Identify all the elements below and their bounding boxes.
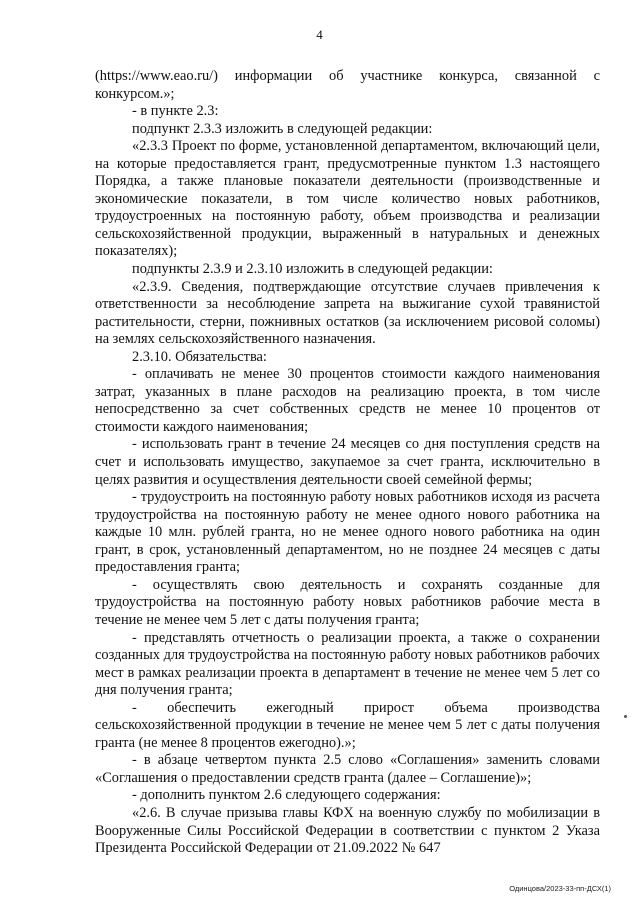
paragraph: - представлять отчетность о реализации проекта, а также о сохранении созданных для трудоустройства на постоянную работу новых работников рабочих мест в рамках реализации проекта в департамент в течение не менее чем 5 лет со дня получения гранта; xyxy=(95,629,600,699)
page-number: 4 xyxy=(316,27,323,42)
margin-dot xyxy=(624,715,627,718)
paragraph: «2.6. В случае призыва главы КФХ на военную службу по мобилизации в Вооруженные Силы Российской Федерации в соответствии с пунктом 2 Указа Президента Российской Федерации от 21.09.2022 № 647 xyxy=(95,804,600,857)
paragraph: - обеспечить ежегодный прирост объема производства сельскохозяйственной продукции в течение не менее чем 5 лет с даты получения гранта (не менее 8 процентов ежегодно).»; xyxy=(95,699,600,751)
paragraph: - осуществлять свою деятельность и сохранять созданные для трудоустройства на постоянную работу новых работников рабочие места в течение не менее чем 5 лет с даты получения гранта; xyxy=(95,576,600,628)
paragraph: (https://www.eao.ru/) информации об участнике конкурса, связанной с конкурсом.»; xyxy=(95,68,600,102)
paragraph: «2.3.9. Сведения, подтверждающие отсутствие случаев привлечения к ответственности за несоблюдение запрета на выжигание сухой травянистой растительности, стерни, пожнивных остатков (за исключением рисовой соломы) на землях сельскохозяйственного назначения. xyxy=(95,278,600,348)
paragraph: «2.3.3 Проект по форме, установленной департаментом, включающий цели, на которые предоставляется грант, предусмотренные пунктом 1.3 настоящего Порядка, а также плановые показатели деятельности (производственные и экономические показатели, в том числе количество новых работников, трудоустроенных на постоянную работу, объем производства и реализации сельскохозяйственной продукции, выраженный в натуральных и денежных показателях); xyxy=(95,138,600,260)
paragraph: - дополнить пунктом 2.6 следующего содержания: xyxy=(132,787,441,804)
paragraph: - оплачивать не менее 30 процентов стоимости каждого наименования затрат, указанных в плане расходов на реализацию проекта, в том числе непосредственно за счет собственных средств не менее 10 процентов от стоимости каждого наименования; xyxy=(95,366,600,435)
paragraph: - трудоустроить на постоянную работу новых работников исходя из расчета трудоустройства на постоянную работу не менее одного нового работника на каждые 10 млн. рублей гранта, но не менее одного нового работника на один грант, в срок, установленный департаментом, но не позднее 24 месяцев с даты предоставления гранта; xyxy=(95,489,600,576)
paragraph: 2.3.10. Обязательства: xyxy=(132,348,267,365)
paragraph: - использовать грант в течение 24 месяцев со дня поступления средств на счет и использовать имущество, закупаемое за счет гранта, исключительно в целях развития и осуществления деятельности своей семейной фермы; xyxy=(95,436,600,488)
paragraph: подпункт 2.3.3 изложить в следующей редакции: xyxy=(132,120,433,137)
document-body xyxy=(95,68,600,858)
paragraph: - в пункте 2.3: xyxy=(132,103,219,120)
paragraph: - в абзаце четвертом пункта 2.5 слово «Соглашения» заменить словами «Соглашения о предоставлении средств гранта (далее – Соглашение)»; xyxy=(95,752,600,786)
footer-document-code: Одинцова/2023-33-пп-ДСХ(1) xyxy=(509,884,611,893)
paragraph: подпункты 2.3.9 и 2.3.10 изложить в следующей редакции: xyxy=(132,261,493,278)
